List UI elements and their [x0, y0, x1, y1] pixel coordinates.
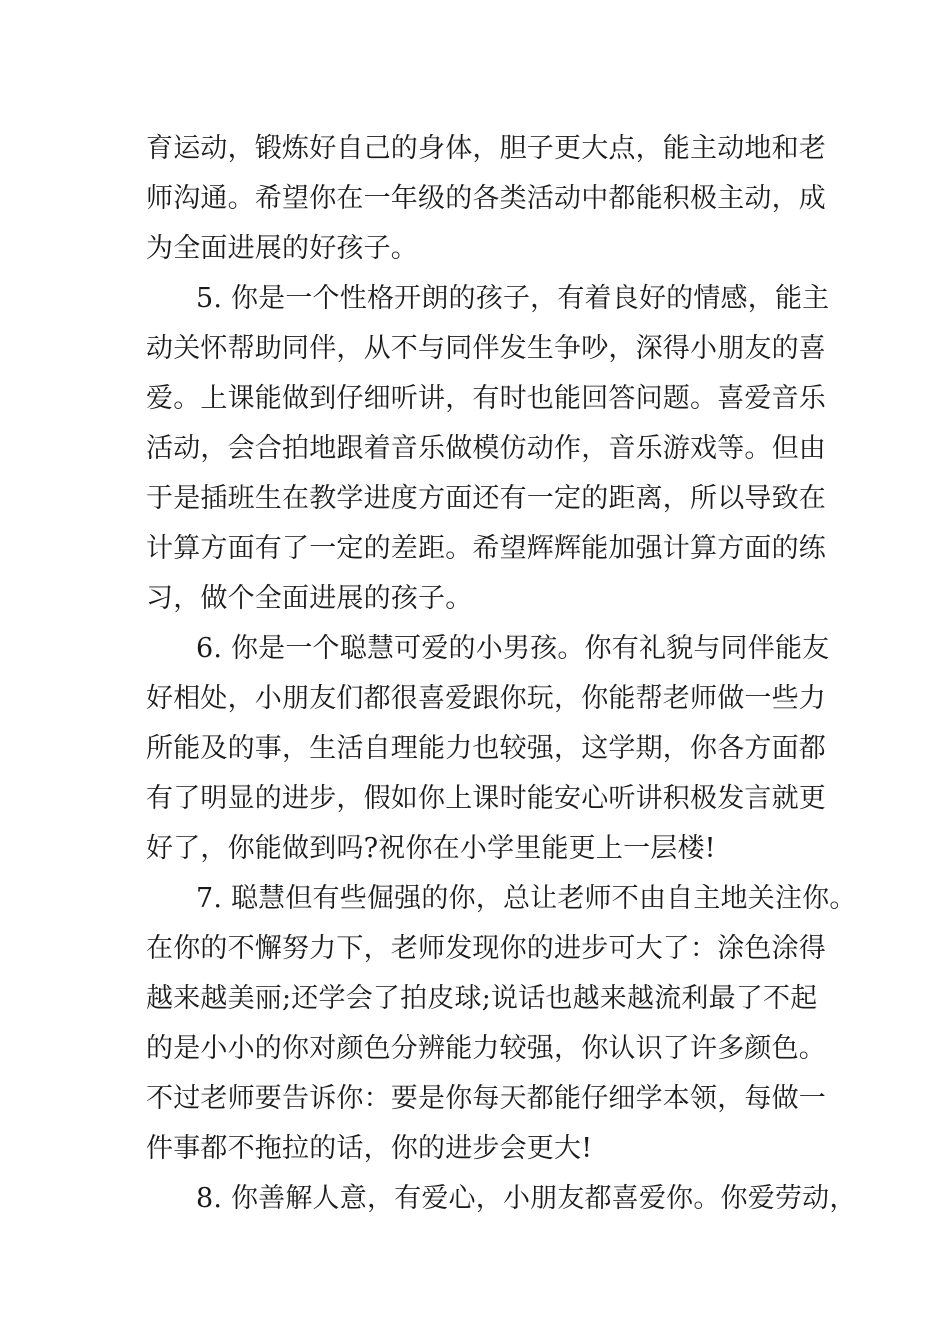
- text-line: 活动，会合拍地跟着音乐做模仿动作，音乐游戏等。但由: [146, 433, 826, 464]
- text-line: 的是小小的你对颜色分辨能力较强，你认识了许多颜色。: [146, 1033, 826, 1064]
- text-line: 习，做个全面进展的孩子。: [146, 583, 473, 614]
- text-line: 爱。上课能做到仔细听讲，有时也能回答问题。喜爱音乐: [146, 383, 826, 414]
- text-line: 计算方面有了一定的差距。希望辉辉能加强计算方面的练: [146, 533, 826, 564]
- text-line: 师沟通。希望你在一年级的各类活动中都能积极主动，成: [146, 183, 826, 214]
- paragraph-start-7: 7. 聪慧但有些倔强的你，总让老师不由自主地关注你。: [196, 883, 857, 914]
- text-line: 在你的不懈努力下，老师发现你的进步可大了：涂色涂得: [146, 933, 826, 964]
- text-line: 有了明显的进步，假如你上课时能安心听讲积极发言就更: [146, 783, 826, 814]
- text-line: 好了，你能做到吗?祝你在小学里能更上一层楼!: [146, 833, 716, 864]
- text-line: 动关怀帮助同伴，从不与同伴发生争吵，深得小朋友的喜: [146, 333, 826, 364]
- text-line: 件事都不拖拉的话，你的进步会更大!: [146, 1133, 593, 1164]
- paragraph-start-6: 6. 你是一个聪慧可爱的小男孩。你有礼貌与同伴能友: [196, 633, 830, 664]
- text-line: 于是插班生在教学进度方面还有一定的距离，所以导致在: [146, 483, 826, 514]
- paragraph-start-5: 5. 你是一个性格开朗的孩子，有着良好的情感，能主: [196, 283, 830, 314]
- text-line: 越来越美丽;还学会了拍皮球;说话也越来越流利最了不起: [146, 983, 818, 1014]
- text-line: 育运动，锻炼好自己的身体，胆子更大点，能主动地和老: [146, 133, 826, 164]
- text-line: 为全面进展的好孩子。: [146, 233, 418, 264]
- paragraph-start-8: 8. 你善解人意，有爱心，小朋友都喜爱你。你爱劳动，: [196, 1183, 857, 1214]
- text-line: 不过老师要告诉你：要是你每天都能仔细学本领，每做一: [146, 1083, 826, 1114]
- text-line: 好相处，小朋友们都很喜爱跟你玩，你能帮老师做一些力: [146, 683, 826, 714]
- text-line: 所能及的事，生活自理能力也较强，这学期，你各方面都: [146, 733, 826, 764]
